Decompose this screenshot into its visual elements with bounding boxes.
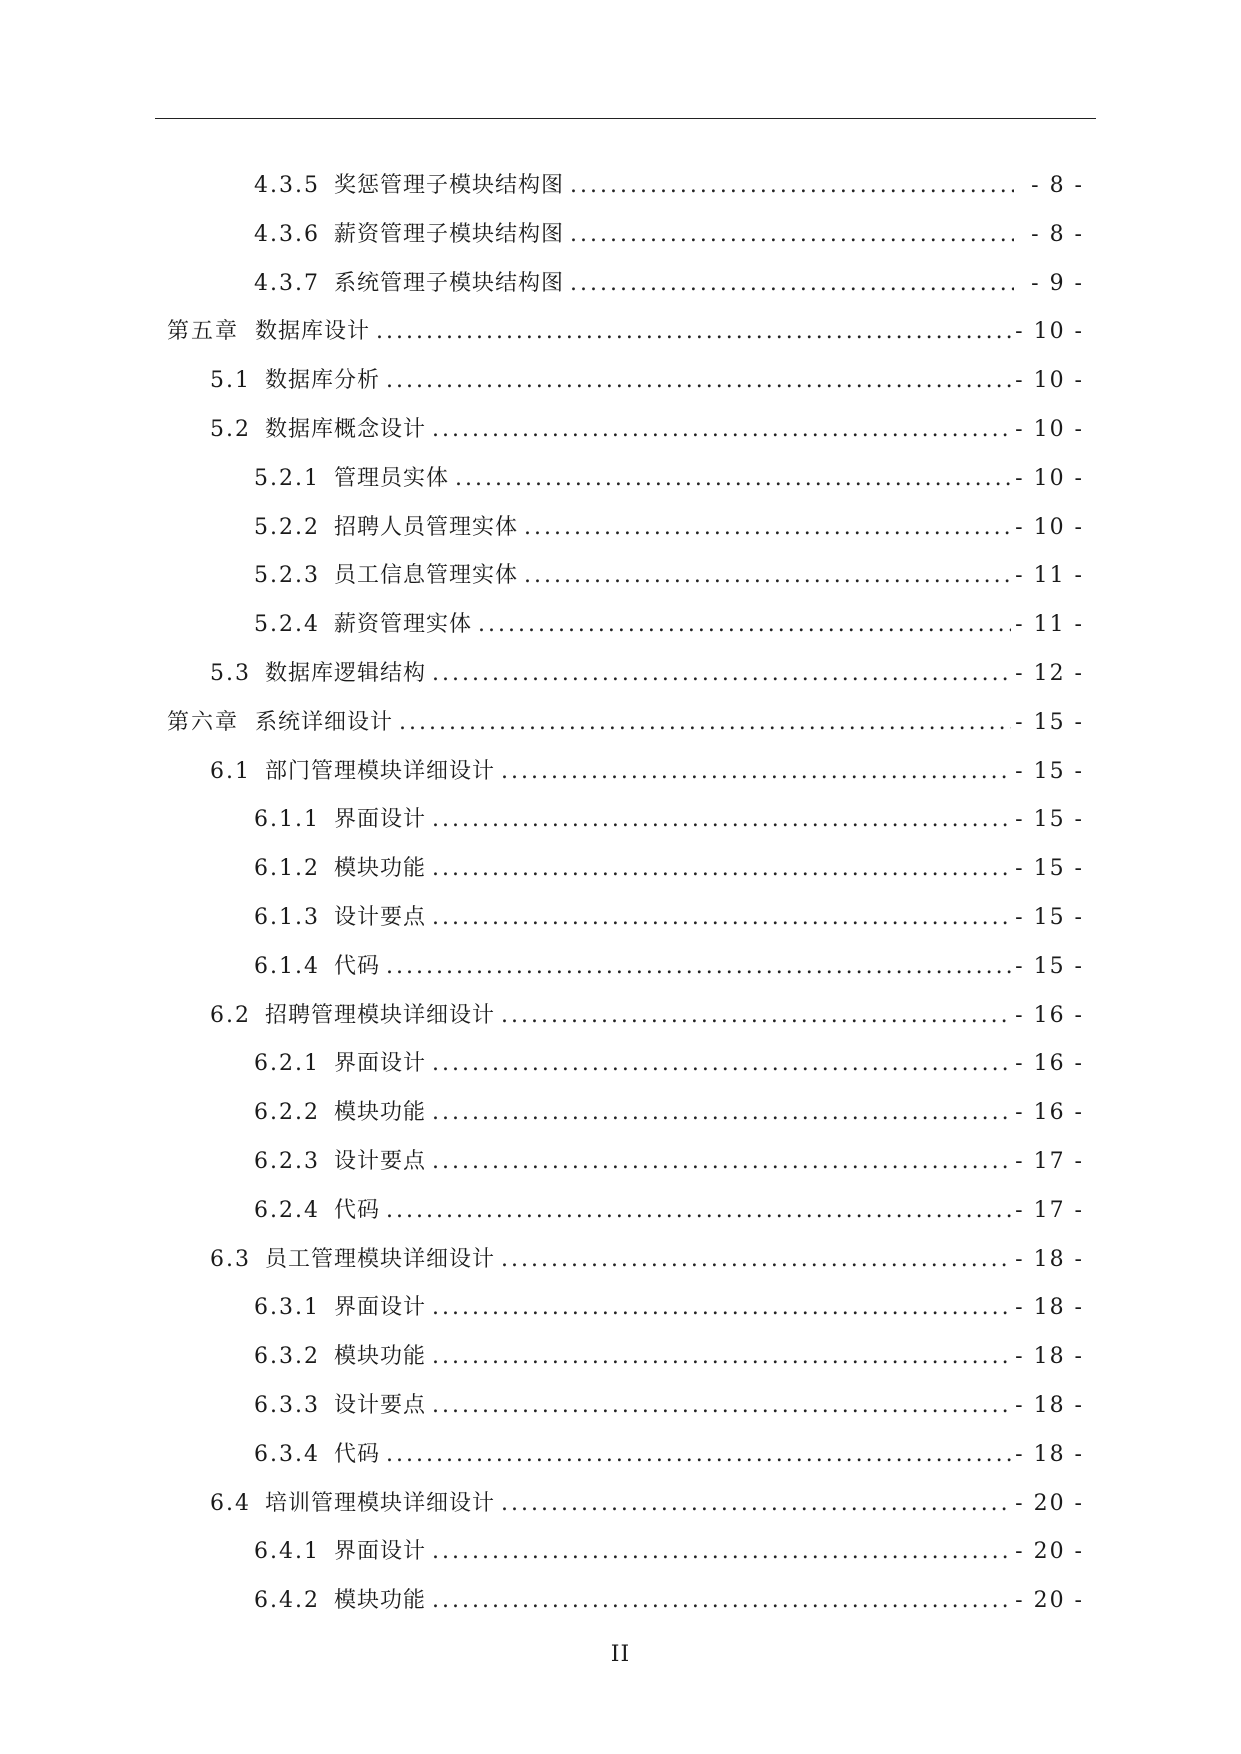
dot-leader	[386, 1193, 1011, 1229]
toc-entry-number: 6.1.1	[254, 807, 320, 833]
toc-entry-title: 模块功能	[333, 1344, 426, 1370]
toc-entry-title: 数据库概念设计	[265, 417, 427, 442]
dot-leader	[524, 510, 1011, 546]
toc-entry-page: - 10 -	[1015, 417, 1084, 442]
toc-entry[interactable]	[254, 900, 1084, 936]
toc-entry-number: 5.2	[210, 417, 251, 442]
toc-entry[interactable]	[254, 1583, 1084, 1619]
dot-leader	[501, 998, 1011, 1034]
toc-entry-title: 员工管理模块详细设计	[265, 1246, 496, 1272]
toc-entry[interactable]	[254, 1144, 1084, 1180]
toc-entry-number: 6.3.3	[254, 1393, 320, 1418]
toc-entry[interactable]	[254, 266, 1084, 302]
toc-entry-page: - 15 -	[1015, 709, 1084, 735]
toc-entry-title: 数据库设计	[255, 319, 371, 345]
toc-entry-title: 模块功能	[333, 856, 426, 882]
toc-entry-number: 6.2	[210, 1002, 251, 1028]
toc-entry[interactable]	[254, 461, 1084, 497]
dot-leader	[478, 607, 1011, 643]
toc-entry-number: 5.3	[210, 661, 251, 686]
dot-leader	[386, 363, 1011, 399]
toc-entry-title: 奖惩管理子模块结构图	[333, 173, 564, 198]
toc-entry-title: 培训管理模块详细设计	[265, 1490, 496, 1516]
toc-entry[interactable]	[167, 314, 1084, 350]
toc-entry[interactable]	[210, 1486, 1084, 1522]
dot-leader	[386, 1437, 1011, 1473]
toc-entry-title: 界面设计	[333, 807, 426, 833]
dot-leader	[432, 1534, 1011, 1570]
toc-entry-number: 6.3	[210, 1246, 251, 1272]
toc-entry[interactable]	[254, 1095, 1084, 1131]
toc-entry[interactable]	[254, 510, 1084, 546]
toc-entry-title: 数据库分析	[265, 368, 381, 394]
toc-entry[interactable]	[210, 754, 1084, 790]
toc-entry-page: - 15 -	[1015, 807, 1084, 833]
toc-entry[interactable]	[254, 1046, 1084, 1082]
toc-entry[interactable]	[254, 802, 1084, 838]
toc-entry-title: 设计要点	[333, 905, 426, 930]
dot-leader	[501, 754, 1011, 790]
toc-entry-title: 招聘管理模块详细设计	[265, 1002, 496, 1028]
dot-leader	[399, 705, 1011, 741]
toc-entry-number: 4.3.5	[254, 173, 320, 198]
toc-entry-title: 薪资管理实体	[333, 612, 472, 638]
toc-entry[interactable]	[210, 1242, 1084, 1278]
toc-entry-page: - 15 -	[1015, 953, 1084, 979]
toc-entry[interactable]	[254, 1534, 1084, 1570]
toc-entry-number: 6.2.3	[254, 1149, 320, 1174]
toc-entry-page: - 18 -	[1015, 1441, 1084, 1467]
toc-entry-page: - 10 -	[1015, 514, 1084, 540]
toc-entry[interactable]	[254, 1388, 1084, 1424]
toc-entry-number: 第五章	[167, 319, 240, 345]
dot-leader	[432, 851, 1011, 887]
toc-entry-page: - 16 -	[1015, 1051, 1084, 1077]
toc-entry-title: 薪资管理子模块结构图	[333, 221, 564, 247]
dot-leader	[432, 802, 1011, 838]
toc-entry-number: 6.2.1	[254, 1051, 320, 1077]
dot-leader	[432, 1046, 1011, 1082]
toc-entry-page: - 10 -	[1015, 465, 1084, 491]
toc-entry[interactable]	[254, 949, 1084, 985]
toc-entry-page: - 15 -	[1015, 856, 1084, 882]
dot-leader	[524, 558, 1011, 594]
toc-entry-page: - 10 -	[1015, 368, 1084, 394]
dot-leader	[376, 314, 1011, 350]
dot-leader	[432, 1388, 1011, 1424]
toc-entry-number: 5.2.3	[254, 563, 320, 589]
toc-entry-title: 模块功能	[333, 1100, 426, 1126]
toc-entry[interactable]	[254, 168, 1084, 204]
dot-leader	[432, 1144, 1011, 1180]
toc-entry[interactable]	[254, 558, 1084, 594]
toc-entry-title: 数据库逻辑结构	[265, 661, 427, 686]
toc-entry[interactable]	[254, 1193, 1084, 1229]
dot-leader	[432, 1339, 1011, 1375]
dot-leader	[570, 217, 1014, 253]
toc-entry-title: 界面设计	[333, 1051, 426, 1077]
header-rule	[155, 118, 1096, 119]
dot-leader	[432, 900, 1011, 936]
toc-entry-page: - 20 -	[1015, 1490, 1084, 1516]
toc-entry-page: - 17 -	[1015, 1149, 1084, 1174]
toc-entry-number: 6.1.4	[254, 953, 320, 979]
toc-entry-number: 第六章	[167, 709, 240, 735]
toc-entry[interactable]	[210, 363, 1084, 399]
toc-entry-number: 6.4.1	[254, 1539, 320, 1565]
toc-entry-title: 设计要点	[333, 1393, 426, 1418]
toc-entry-number: 6.1	[210, 758, 251, 784]
toc-entry-number: 6.1.3	[254, 905, 320, 930]
toc-entry-page: - 9 -	[1031, 270, 1084, 296]
toc-entry-number: 6.3.1	[254, 1295, 320, 1321]
toc-entry-title: 招聘人员管理实体	[333, 514, 518, 540]
toc-entry-number: 4.3.6	[254, 221, 320, 247]
toc-entry-title: 系统详细设计	[255, 709, 394, 735]
toc-entry-page: - 15 -	[1015, 905, 1084, 930]
toc-entry-title: 系统管理子模块结构图	[333, 270, 564, 296]
toc-entry-number: 6.4.2	[254, 1588, 320, 1614]
page-number: II	[610, 1642, 631, 1667]
toc-entry-page: - 11 -	[1015, 563, 1084, 589]
toc-entry-title: 界面设计	[333, 1295, 426, 1321]
toc-entry[interactable]	[210, 656, 1084, 692]
toc-entry-title: 员工信息管理实体	[333, 563, 518, 589]
toc-entry[interactable]	[210, 998, 1084, 1034]
toc-entry-page: - 8 -	[1031, 221, 1084, 247]
toc-entry-title: 管理员实体	[333, 465, 449, 491]
toc-entry[interactable]	[210, 412, 1084, 448]
toc-entry-page: - 18 -	[1015, 1246, 1084, 1272]
dot-leader	[501, 1486, 1011, 1522]
dot-leader	[501, 1242, 1011, 1278]
toc-entry[interactable]	[254, 607, 1084, 643]
toc-entry-number: 6.4	[210, 1490, 251, 1516]
dot-leader	[432, 1583, 1011, 1619]
toc-entry-number: 6.1.2	[254, 856, 320, 882]
toc-entry-page: - 18 -	[1015, 1344, 1084, 1370]
toc-entry-page: - 8 -	[1031, 173, 1084, 198]
dot-leader	[432, 1095, 1011, 1131]
toc-entry-title: 代码	[333, 953, 380, 979]
toc-entry-number: 5.2.4	[254, 612, 320, 638]
toc-entry[interactable]	[254, 1290, 1084, 1326]
toc-entry-number: 5.2.2	[254, 514, 320, 540]
toc-entry-number: 6.3.2	[254, 1344, 320, 1370]
dot-leader	[432, 412, 1011, 448]
toc-entry-title: 模块功能	[333, 1588, 426, 1614]
dot-leader	[386, 949, 1011, 985]
dot-leader	[455, 461, 1011, 497]
toc-entry-page: - 11 -	[1015, 612, 1084, 638]
toc-entry[interactable]	[254, 851, 1084, 887]
toc-entry-title: 代码	[333, 1197, 380, 1223]
toc-entry[interactable]	[254, 1339, 1084, 1375]
dot-leader	[432, 656, 1011, 692]
toc-entry-number: 6.3.4	[254, 1441, 320, 1467]
toc-entry-page: - 16 -	[1015, 1100, 1084, 1126]
toc-entry-number: 5.1	[210, 368, 251, 394]
toc-entry-page: - 12 -	[1015, 661, 1084, 686]
toc-entry-page: - 20 -	[1015, 1588, 1084, 1614]
dot-leader	[432, 1290, 1011, 1326]
toc-entry-page: - 17 -	[1015, 1197, 1084, 1223]
dot-leader	[570, 266, 1014, 302]
toc-entry-number: 6.2.4	[254, 1197, 320, 1223]
toc-entry-number: 5.2.1	[254, 465, 320, 491]
toc-entry-page: - 18 -	[1015, 1393, 1084, 1418]
toc-entry-page: - 15 -	[1015, 758, 1084, 784]
dot-leader	[570, 168, 1014, 204]
toc-entry-number: 4.3.7	[254, 270, 320, 296]
toc-entry[interactable]	[167, 705, 1084, 741]
toc-entry-title: 部门管理模块详细设计	[265, 758, 496, 784]
toc-entry-title: 代码	[333, 1441, 380, 1467]
toc-entry-page: - 20 -	[1015, 1539, 1084, 1565]
toc-entry-number: 6.2.2	[254, 1100, 320, 1126]
toc-entry[interactable]	[254, 1437, 1084, 1473]
toc-entry-title: 界面设计	[333, 1539, 426, 1565]
toc-entry-page: - 10 -	[1015, 319, 1084, 345]
toc-entry-page: - 18 -	[1015, 1295, 1084, 1321]
toc-entry-page: - 16 -	[1015, 1002, 1084, 1028]
toc-entry-title: 设计要点	[333, 1149, 426, 1174]
toc-entry[interactable]	[254, 217, 1084, 253]
